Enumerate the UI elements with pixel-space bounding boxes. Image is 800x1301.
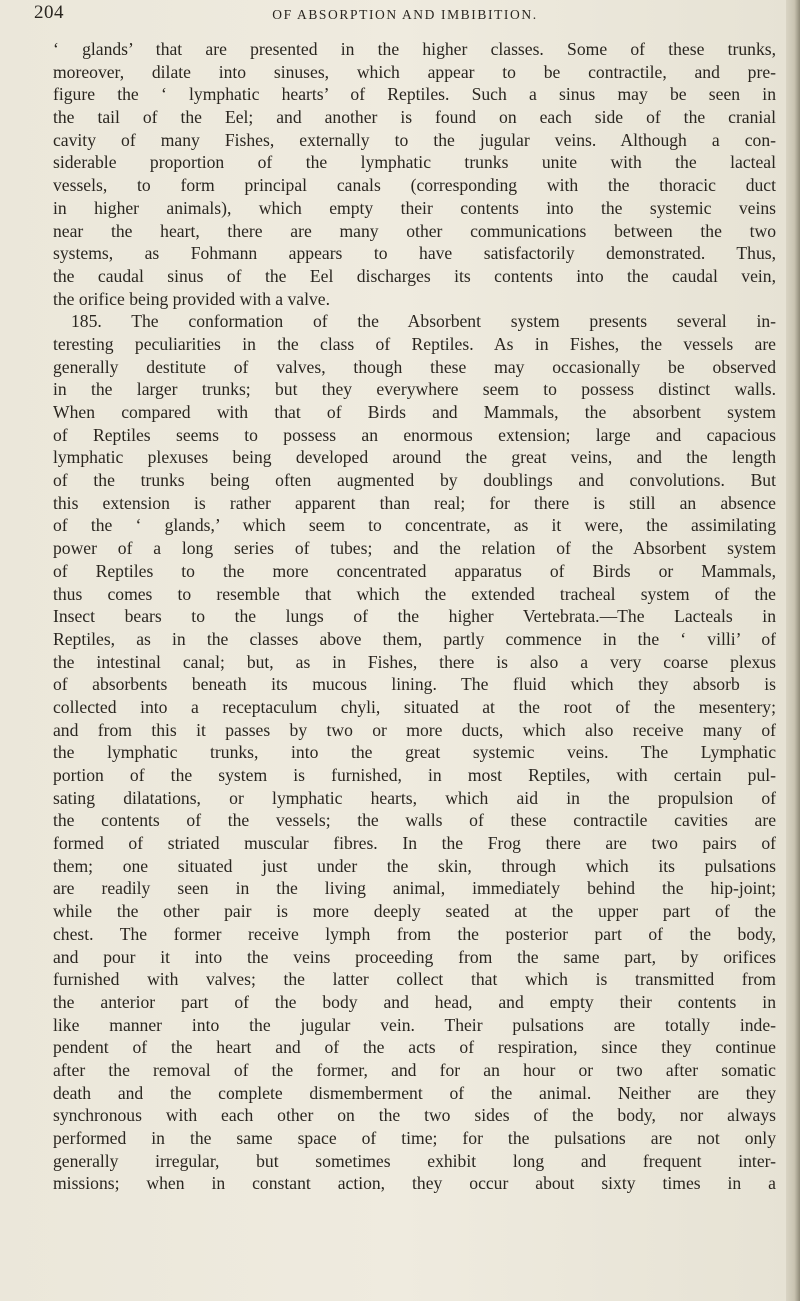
text-line: Reptiles, as in the classes above them, partly commence in the ‘ villi’ of [53,628,776,649]
text-line: missions; when in constant action, they occur about sixty times in a [53,1173,776,1194]
text-line: of the trunks being often augmented by doublings and convolutions. But [53,470,776,491]
text-line: When compared with that of Birds and Mammals, the absorbent system [53,402,776,422]
text-line: chest. The former receive lymph from the posterior part of the body, [53,923,776,944]
text-line: formed of striated muscular fibres. In the Frog there are two pairs of [53,833,776,854]
text-line: and from this it passes by two or more ducts, which also receive many of [53,719,776,740]
page-number: 204 [34,2,64,23]
text-line: the anterior part of the body and head, and empty their contents in [53,991,776,1012]
text-line: the intestinal canal; but, as in Fishes, there is also a very coarse plexus [53,651,776,672]
text-line: after the removal of the former, and for an hour or two after somatic [53,1059,776,1080]
text-line: ‘ glands’ that are presented in the higher classes. Some of these trunks, [53,39,776,59]
text-line: are readily seen in the living animal, immediately behind the hip-joint; [53,878,776,899]
body-text [53,38,776,1195]
text-line: synchronous with each other on the two sides of the body, nor always [53,1105,776,1126]
running-title: OF ABSORPTION AND IMBIBITION. [272,7,538,22]
text-line: teresting peculiarities in the class of Reptiles. As in Fishes, the vessels are [53,333,776,354]
text-line: systems, as Fohmann appears to have satisfactorily demonstrated. Thus, [53,243,776,264]
text-line: pendent of the heart and of the acts of respiration, since they continue [53,1037,776,1058]
text-line: in higher animals), which empty their contents into the systemic veins [53,197,776,218]
text-line: generally irregular, but sometimes exhibit long and frequent inter- [53,1150,776,1171]
text-line: while the other pair is more deeply seated at the upper part of the [53,901,776,922]
page-edge-shadow [786,0,800,1301]
text-line: the orifice being provided with a valve. [53,288,331,309]
text-line: performed in the same space of time; for the pulsations are not only [53,1128,776,1148]
text-line: furnished with valves; the latter collect that which is transmitted from [53,969,776,990]
text-line: generally destitute of valves, though these may occasionally be observed [53,356,776,377]
text-line: this extension is rather apparent than real; for there is still an absence [53,492,776,513]
text-line: the caudal sinus of the Eel discharges its contents into the caudal vein, [53,265,776,286]
text-line: death and the complete dismemberment of the animal. Neither are they [53,1082,776,1103]
text-line: thus comes to resemble that which the extended tracheal system of the [53,583,776,604]
text-line: lymphatic plexuses being developed around the great veins, and the length [53,447,776,468]
text-line: power of a long series of tubes; and the relation of the Absorbent system [53,538,776,559]
text-line: Insect bears to the lungs of the higher Vertebrata.—The Lacteals in [53,606,776,627]
text-line: siderable proportion of the lymphatic trunks unite with the lacteal [53,152,776,173]
text-line: portion of the system is furnished, in most Reptiles, with certain pul- [53,765,776,785]
text-line: the lymphatic trunks, into the great systemic veins. The Lymphatic [53,742,776,763]
text-line: figure the ‘ lymphatic hearts’ of Reptiles. Such a sinus may be seen in [53,84,776,105]
text-line: 185. The conformation of the Absorbent system presents several in- [71,311,776,332]
text-line: moreover, dilate into sinuses, which appear to be contractile, and pre- [53,61,776,82]
text-line: the contents of the vessels; the walls of these contractile cavities are [53,810,776,831]
text-line: cavity of many Fishes, externally to the jugular veins. Although a con- [53,129,776,150]
text-line: in the larger trunks; but they everywhere seem to possess distinct walls. [53,379,776,400]
text-line: sating dilatations, or lymphatic hearts, which aid in the propulsion of [53,787,776,808]
text-line: near the heart, there are many other communications between the two [53,220,776,241]
page-header [34,2,776,28]
text-line: the tail of the Eel; and another is found on each side of the cranial [53,107,776,128]
text-line: and pour it into the veins proceeding from the same part, by orifices [53,946,776,967]
text-line: them; one situated just under the skin, through which its pulsations [53,855,776,876]
text-line: of absorbents beneath its mucous lining. The fluid which they absorb is [53,674,776,695]
text-line: like manner into the jugular vein. Their pulsations are totally inde- [53,1014,776,1035]
text-line: of the ‘ glands,’ which seem to concentrate, as it were, the assimilating [53,515,776,536]
text-line: collected into a receptaculum chyli, situated at the root of the mesentery; [53,696,776,717]
text-line: of Reptiles seems to possess an enormous extension; large and capacious [53,424,776,445]
text-line: of Reptiles to the more concentrated apparatus of Birds or Mammals, [53,560,776,581]
text-line: vessels, to form principal canals (corresponding with the thoracic duct [53,175,776,196]
